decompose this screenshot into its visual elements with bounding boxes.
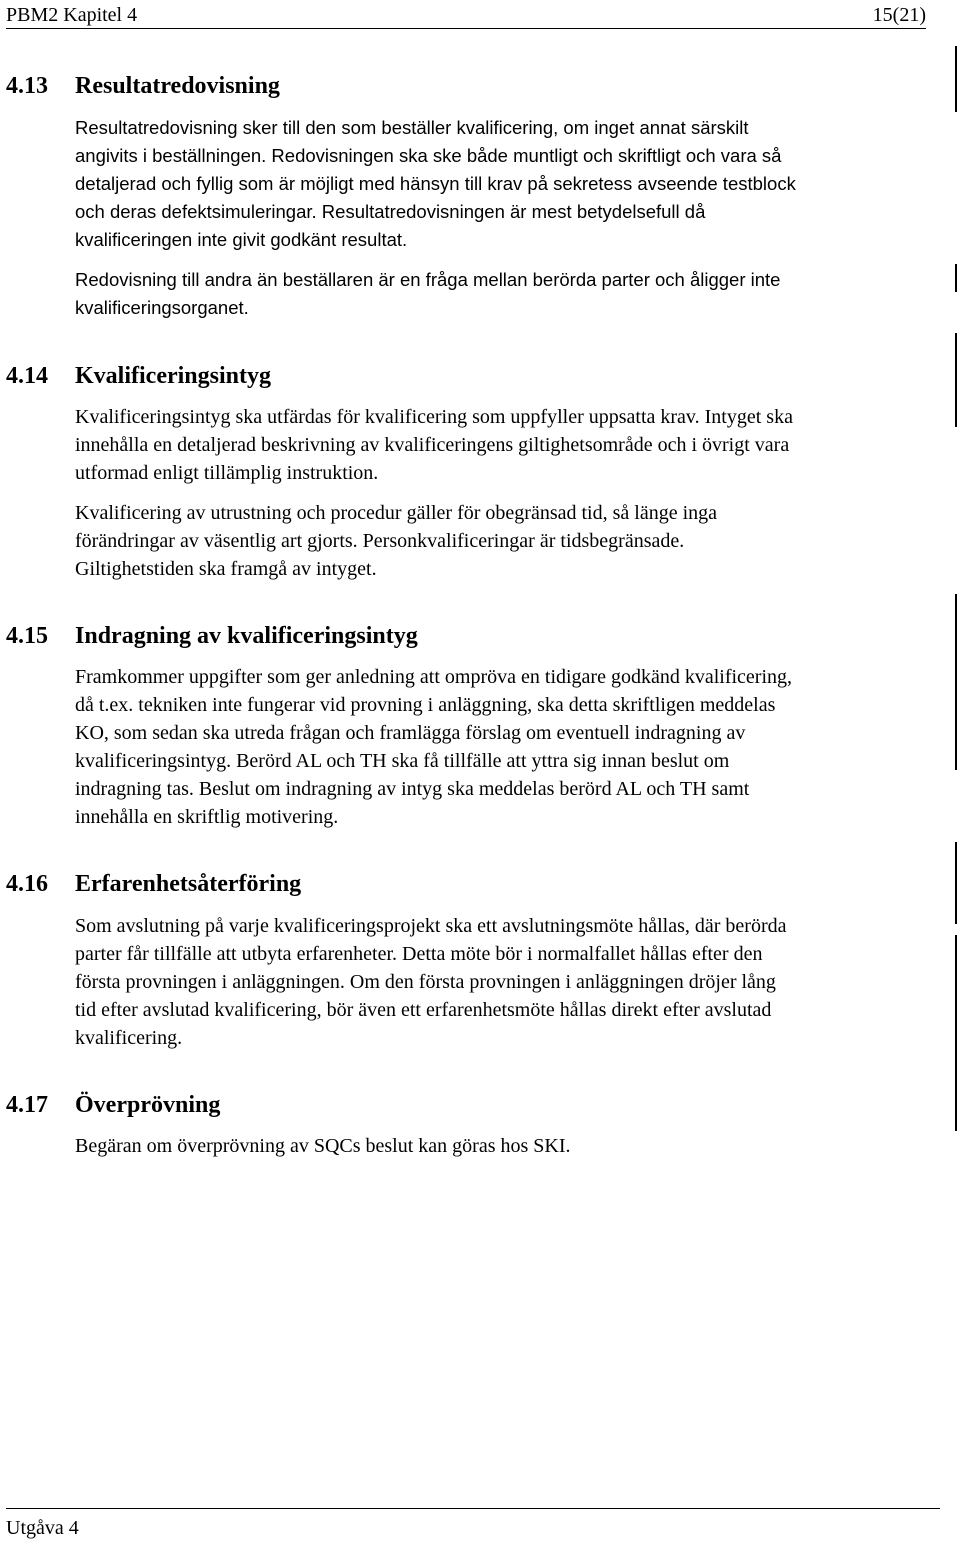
text-line: KO, som sedan ska utreda frågan och framlägga förslag om eventuell indragning av	[75, 722, 746, 744]
section-heading-4-14	[6, 361, 271, 391]
section-number: 4.17	[6, 1092, 48, 1118]
section-heading-4-15	[6, 621, 418, 651]
paragraph	[75, 663, 945, 831]
section-title: Erfarenhetsåterföring	[75, 871, 302, 897]
text-line: Giltighetstiden ska framgå av intyget.	[75, 558, 377, 580]
text-line: kvalificering.	[75, 1027, 183, 1049]
text-line: kvalificeringen inte givit godkänt resultat.	[75, 229, 408, 250]
header-document-title: PBM2 Kapitel 4	[6, 4, 138, 26]
text-line: Som avslutning på varje kvalificeringsprojekt ska ett avslutningsmöte hållas, där berörda	[75, 915, 787, 937]
paragraph	[75, 114, 945, 254]
paragraph	[75, 403, 945, 487]
section-number: 4.14	[6, 363, 48, 389]
text-line: Kvalificering av utrustning och procedur gäller för obegränsad tid, så länge inga	[75, 502, 718, 524]
text-line: förändringar av väsentlig art gjorts. Personkvalificeringar är tidsbegränsade.	[75, 530, 685, 552]
section-number: 4.15	[6, 623, 48, 649]
change-bar	[955, 842, 957, 924]
change-bar	[955, 264, 957, 292]
text-line: tid efter avslutad kvalificering, bör även ett erfarenhetsmöte hållas direkt efter avslutad	[75, 999, 772, 1021]
text-line: kvalificeringsintyg. Berörd AL och TH ska få tillfälle att yttra sig innan beslut om	[75, 750, 730, 772]
text-line: Framkommer uppgifter som ger anledning att ompröva en tidigare godkänd kvalificering,	[75, 666, 793, 688]
change-bar	[955, 46, 957, 112]
section-title: Resultatredovisning	[75, 73, 280, 99]
section-title: Kvalificeringsintyg	[75, 363, 271, 389]
section-heading-4-13	[6, 71, 280, 101]
text-line: Resultatredovisning sker till den som beställer kvalificering, om inget annat särskilt	[75, 117, 749, 138]
text-line: angivits i beställningen. Redovisningen ska ske både muntligt och skriftligt och vara så	[75, 145, 782, 166]
text-line: innehålla en detaljerad beskrivning av kvalificeringens giltighetsområde och i övrigt vara	[75, 434, 790, 456]
header-page-number: 15(21)	[872, 4, 926, 26]
text-line: då t.ex. tekniken inte fungerar vid provning i anläggning, ska detta skriftligen meddelas	[75, 694, 776, 716]
text-line: detaljerad och fyllig som är möjligt med hänsyn till krav på sekretess avseende testblock	[75, 173, 796, 194]
footer-edition: Utgåva 4	[6, 1517, 79, 1539]
text-line: Redovisning till andra än beställaren är en fråga mellan berörda parter och åligger inte	[75, 269, 781, 290]
section-number: 4.16	[6, 871, 48, 897]
page-footer	[6, 1508, 940, 1541]
section-heading-4-17	[6, 1090, 220, 1120]
change-bar	[955, 594, 957, 770]
page-header	[6, 2, 926, 29]
change-bar	[955, 935, 957, 1131]
text-line: parter får tillfälle att utbyta erfarenheter. Detta möte bör i normalfallet hållas efter den	[75, 943, 763, 965]
section-heading-4-16	[6, 869, 301, 899]
paragraph	[75, 1132, 945, 1160]
text-line: innehålla en skriftlig motivering.	[75, 806, 339, 828]
section-title: Indragning av kvalificeringsintyg	[75, 623, 418, 649]
section-number: 4.13	[6, 73, 48, 99]
text-line: Begäran om överprövning av SQCs beslut kan göras hos SKI.	[75, 1135, 571, 1157]
text-line: indragning tas. Beslut om indragning av intyg ska meddelas berörd AL och TH samt	[75, 778, 750, 800]
section-title: Överprövning	[75, 1092, 221, 1118]
text-line: första provningen i anläggningen. Om den första provningen i anläggningen dröjer lång	[75, 971, 776, 993]
text-line: och deras defektsimuleringar. Resultatredovisningen är mest betydelsefull då	[75, 201, 706, 222]
change-bar	[955, 333, 957, 427]
paragraph	[75, 912, 945, 1052]
paragraph	[75, 499, 945, 583]
text-line: utformad enligt tillämplig instruktion.	[75, 462, 379, 484]
text-line: kvalificeringsorganet.	[75, 297, 249, 318]
text-line: Kvalificeringsintyg ska utfärdas för kvalificering som uppfyller uppsatta krav. Intyget ska	[75, 406, 793, 428]
paragraph	[75, 266, 945, 322]
